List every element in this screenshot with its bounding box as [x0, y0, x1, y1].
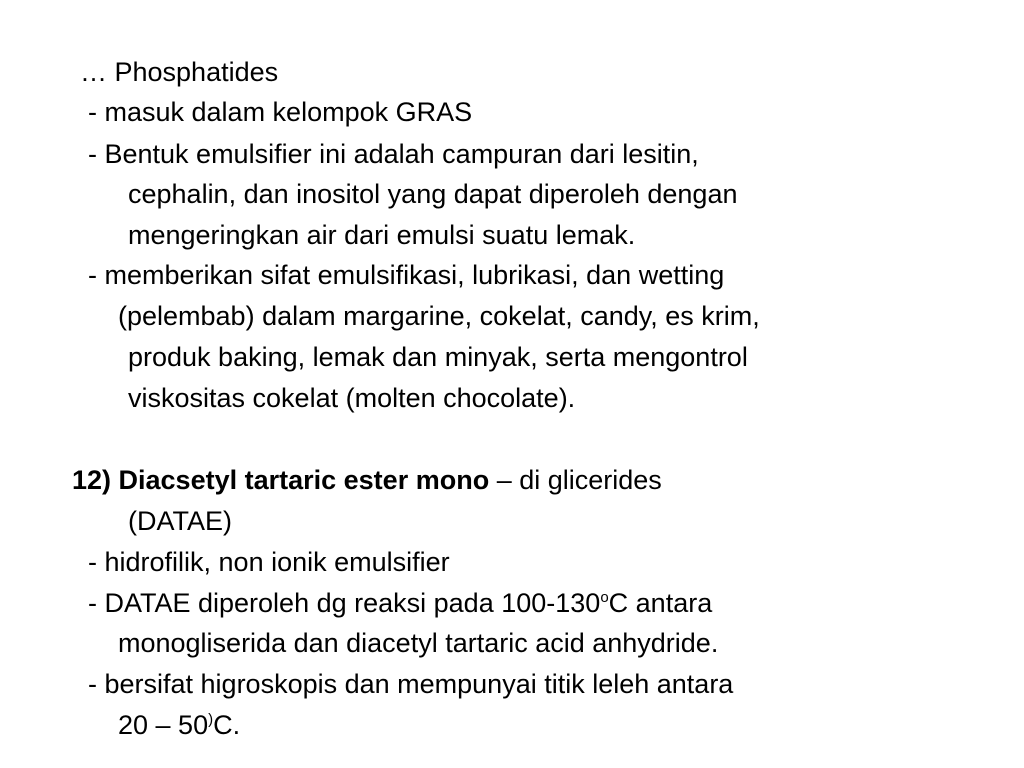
datae-item-reaction-text: - DATAE diperoleh dg reaksi pada 100-130 — [88, 588, 601, 618]
phosphatides-item-properties-cont-3: viskositas cokelat (molten chocolate). — [128, 383, 576, 413]
degree-superscript: o — [600, 589, 609, 606]
melting-range-text: 20 – 50 — [118, 710, 209, 740]
melting-range-unit: C. — [213, 710, 241, 740]
datae-heading-cont: (DATAE) — [128, 506, 232, 536]
datae-item-hygroscopic-cont — [118, 709, 240, 741]
phosphatides-heading: … Phosphatides — [80, 57, 279, 87]
datae-heading-bold: 12) Diacsetyl tartaric ester mono — [72, 465, 490, 495]
phosphatides-item-properties: - memberikan sifat emulsifikasi, lubrikasi, dan wetting — [88, 260, 725, 290]
phosphatides-item-composition-cont-1: cephalin, dan inositol yang dapat diperoleh dengan — [128, 179, 738, 209]
phosphatides-item-composition: - Bentuk emulsifier ini adalah campuran dari lesitin, — [88, 139, 699, 169]
phosphatides-item-properties-cont-2: produk baking, lemak dan minyak, serta mengontrol — [128, 342, 748, 372]
phosphatides-item-gras: - masuk dalam kelompok GRAS — [88, 97, 473, 127]
datae-heading — [72, 464, 662, 496]
datae-heading-rest: – di glicerides — [489, 465, 662, 495]
datae-item-reaction-cont: monogliserida dan diacetyl tartaric acid anhydride. — [118, 628, 719, 658]
datae-item-hygroscopic: - bersifat higroskopis dan mempunyai titik leleh antara — [88, 669, 734, 699]
phosphatides-item-composition-cont-2: mengeringkan air dari emulsi suatu lemak. — [128, 220, 636, 250]
phosphatides-item-properties-cont-1: (pelembab) dalam margarine, cokelat, candy, es krim, — [118, 301, 760, 331]
datae-item-reaction — [88, 587, 712, 619]
datae-item-hydrophilic: - hidrofilik, non ionik emulsifier — [88, 547, 450, 577]
datae-item-reaction-unit: C antara — [608, 588, 713, 618]
melting-range-superscript: ) — [208, 711, 214, 728]
